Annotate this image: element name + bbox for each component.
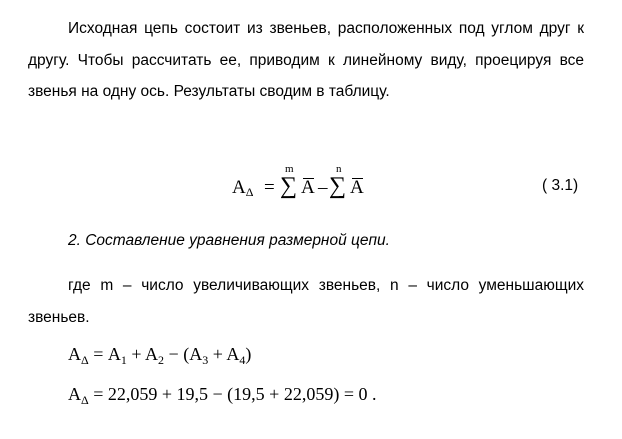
sum-upper-limit-m: m [285, 163, 294, 175]
formula-minus: – [318, 177, 328, 198]
formula-number: ( 3.1) [542, 177, 579, 194]
sum-upper-limit-n: n [336, 163, 342, 175]
equation-calculation: $A_\Delta = 22,059 + 19,5 - (19,5 + 22,059) = 0$ . [68, 384, 377, 407]
section-heading: 2. Составление уравнения размерной цепи. [68, 232, 390, 249]
variables-paragraph: где m – число увеличивающих звеньев, n – число уменьшающих звеньев. [28, 277, 584, 326]
sum-symbol-1: ∑ [280, 173, 298, 199]
equation-chain: $A_\Delta = A_1 + A_2 - (A_3 + A_4)$ [68, 344, 252, 367]
vector-a-2: A [350, 177, 364, 198]
vector-a-1: A [301, 177, 315, 198]
formula-equals: = [264, 177, 275, 198]
intro-paragraph: Исходная цепь состоит из звеньев, расположенных под углом друг к другу. Чтобы рассчитать ее, приводим к линейному виду, проецируя все звенья на одну ось. Результаты сводим в таблицу. [28, 20, 584, 100]
sum-symbol-2: ∑ [329, 173, 347, 199]
formula-lhs: $A_\Delta$ [232, 177, 254, 199]
